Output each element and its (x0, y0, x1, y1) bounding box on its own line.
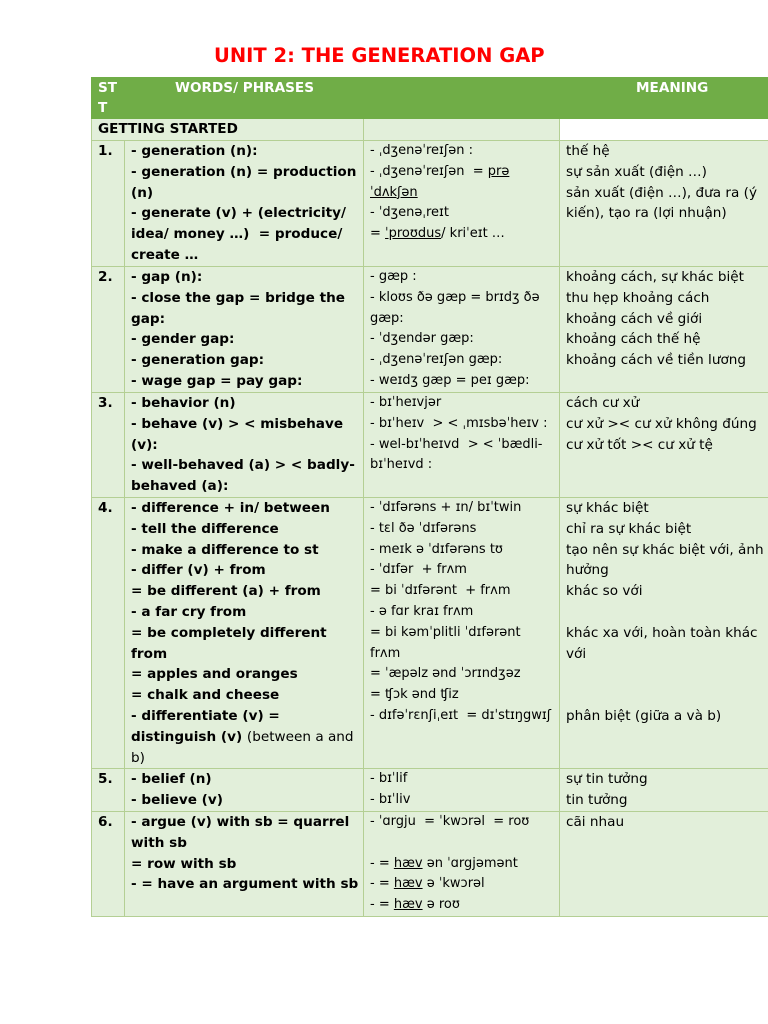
word-line: - make a difference to st (131, 541, 319, 558)
meaning-line: sự khác biệt (566, 500, 649, 516)
phonetic-cell (364, 393, 560, 498)
section-heading: GETTING STARTED (92, 119, 364, 141)
phonetic-line: - ˌdʒenəˈreɪʃən = prəˈdʌkʃən (370, 163, 510, 200)
word-line: - difference + in/ between (131, 500, 330, 516)
phonetic-line: = bi kəmˈplitli ˈdɪfərənt frʌm (370, 624, 525, 661)
row-number: 1. (92, 141, 125, 267)
meaning-line: khoảng cách về tiền lương (566, 352, 747, 369)
row-number: 4. (92, 498, 125, 769)
phonetic-line: - = hæv ə ˈkwɔrəl (370, 876, 485, 892)
phonetic-line: - weɪdʒ gæp = peɪ gæp: (370, 372, 530, 388)
word-line: = row with sb (131, 855, 237, 872)
phonetic-line: - wel-bɪˈheɪvd > < ˈbædli-bɪˈheɪvd : (370, 436, 543, 473)
meaning-line: tạo nên sự khác biệt với, ảnh hưởng (566, 541, 768, 579)
phonetic-line: - tɛl ðə ˈdɪfərəns (370, 520, 477, 536)
word-line: - differ (v) + from (131, 562, 266, 579)
meaning-line (566, 664, 768, 685)
phonetic-line: - ˈdʒenəˌreɪt (370, 205, 449, 221)
header-blank (364, 78, 560, 119)
header-meaning: MEANING (560, 78, 768, 119)
meaning-cell (560, 811, 768, 916)
meaning-line: tin tưởng (566, 792, 628, 809)
table-row (92, 769, 768, 812)
word-line: - gap (n): (131, 269, 203, 285)
word-line: = chalk and cheese (131, 687, 280, 704)
phonetic-cell (364, 811, 560, 916)
phonetic-line: - bɪˈliv (370, 792, 411, 808)
vocabulary-table (91, 77, 768, 917)
meaning-line: khác so với (566, 583, 643, 600)
phonetic-line: - bɪˈheɪv > < ˌmɪsbəˈheɪv : (370, 415, 548, 431)
document-title: UNIT 2: THE GENERATION GAP (214, 44, 545, 67)
phonetic-line: - ˌdʒenəˈreɪʃən gæp: (370, 352, 503, 368)
meaning-line: thu hẹp khoảng cách (566, 289, 710, 306)
section-blank-meaning (560, 119, 768, 141)
word-line: = be completely different from (131, 624, 332, 662)
row-number: 2. (92, 267, 125, 393)
phonetic-line: = ˈæpəlz ənd ˈɔrɪndʒəz (370, 666, 521, 682)
meaning-line: khoảng cách về giới (566, 310, 703, 327)
words-cell (125, 769, 364, 812)
phonetic-line: - ˈdɪfər + frʌm (370, 562, 467, 578)
meaning-line: cách cư xử (566, 395, 640, 411)
word-line: - close the gap = bridge the gap: (131, 289, 350, 327)
words-cell (125, 393, 364, 498)
meaning-line: khác xa với, hoàn toàn khác với (566, 624, 762, 662)
table-header-row (92, 78, 768, 119)
phonetic-line: - kloʊs ðə gæp = brɪdʒ ðə gæp: (370, 289, 544, 326)
meaning-line (566, 602, 768, 623)
phonetic-line (370, 833, 555, 854)
word-line: - behave (v) > < misbehave (v): (131, 415, 348, 453)
meaning-line: sản xuất (điện …), đưa ra (ý kiến), tạo ra (lợi nhuận) (566, 184, 762, 222)
table-row (92, 393, 768, 498)
meaning-cell (560, 393, 768, 498)
row-number: 5. (92, 769, 125, 812)
phonetic-line: - dɪfəˈrɛnʃiˌeɪt = dɪˈstɪŋgwɪʃ (370, 707, 552, 723)
row-number: 3. (92, 393, 125, 498)
row-number: 6. (92, 811, 125, 916)
meaning-line: sự tin tưởng (566, 771, 648, 788)
meaning-line: phân biệt (giữa a và b) (566, 707, 722, 724)
words-cell (125, 267, 364, 393)
word-line: - generation (n): (131, 143, 258, 159)
word-line: - tell the difference (131, 520, 279, 537)
meaning-cell (560, 769, 768, 812)
word-line: = be different (a) + from (131, 583, 321, 600)
word-line: - generate (v) + (electricity/ idea/ money …) = produce/ create … (131, 205, 351, 263)
word-line: - argue (v) with sb = quarrel with sb (131, 813, 355, 851)
phonetic-cell (364, 267, 560, 393)
phonetic-line: = ʧɔk ənd ʧiz (370, 687, 459, 703)
section-blank-phonetic (364, 119, 560, 141)
meaning-cell (560, 141, 768, 267)
phonetic-line: - bɪˈlif (370, 771, 408, 787)
words-cell (125, 498, 364, 769)
phonetic-line: - ˌdʒenəˈreɪʃən : (370, 143, 473, 158)
meaning-line: khoảng cách thế hệ (566, 331, 701, 348)
phonetic-line: - bɪˈheɪvjər (370, 395, 442, 410)
word-line: - wage gap = pay gap: (131, 372, 303, 389)
meaning-line (566, 685, 768, 706)
meaning-cell (560, 267, 768, 393)
table-row (92, 811, 768, 916)
word-line: - generation gap: (131, 352, 265, 369)
phonetic-cell (364, 141, 560, 267)
word-line: - a far cry from (131, 603, 247, 620)
meaning-line: chỉ ra sự khác biệt (566, 520, 692, 537)
phonetic-cell (364, 769, 560, 812)
meaning-cell (560, 498, 768, 769)
phonetic-line: - ˈdɪfərəns + ɪn/ bɪˈtwin (370, 500, 522, 515)
phonetic-line: - ˈɑrgju = ˈkwɔrəl = roʊ (370, 813, 530, 829)
word-line: - gender gap: (131, 331, 235, 348)
phonetic-line: - meɪk ə ˈdɪfərəns tʊ (370, 541, 503, 557)
meaning-line: cư xử >< cư xử không đúng (566, 415, 757, 432)
word-line: - behavior (n) (131, 395, 236, 411)
phonetic-line: - ə fɑr kraɪ frʌm (370, 603, 474, 619)
phonetic-line: - = hæv ə roʊ (370, 897, 460, 913)
phonetic-line: - ˈdʒendər gæp: (370, 331, 474, 347)
meaning-line: cãi nhau (566, 813, 625, 830)
header-words: WORDS/ PHRASES (125, 78, 364, 119)
word-line: - believe (v) (131, 792, 223, 809)
meaning-line: khoảng cách, sự khác biệt (566, 269, 744, 285)
section-row (92, 119, 768, 141)
word-line: - differentiate (v) = distinguish (v) (between a and b) (131, 707, 358, 766)
table-row (92, 141, 768, 267)
meaning-line: cư xử tốt >< cư xử tệ (566, 436, 713, 453)
meaning-line: sự sản xuất (điện …) (566, 163, 707, 180)
words-cell (125, 141, 364, 267)
table-row (92, 267, 768, 393)
phonetic-line: = ˈproʊdus/ kriˈeɪt … (370, 226, 505, 242)
word-line: - well-behaved (a) > < badly-behaved (a): (131, 457, 355, 495)
word-line: - generation (n) = production (n) (131, 163, 362, 201)
word-note: (between a and b) (131, 728, 358, 766)
meaning-line: thế hệ (566, 143, 610, 159)
words-cell (125, 811, 364, 916)
phonetic-line: - = hæv ən ˈɑrgjəmənt (370, 855, 518, 871)
header-stt: ST T (92, 78, 125, 119)
table-row (92, 498, 768, 769)
phonetic-line: - gæp : (370, 269, 417, 284)
phonetic-cell (364, 498, 560, 769)
word-line: - = have an argument with sb (131, 876, 359, 893)
phonetic-line: = bi ˈdɪfərənt + frʌm (370, 583, 511, 599)
word-line: = apples and oranges (131, 666, 298, 683)
word-line: - belief (n) (131, 771, 212, 788)
